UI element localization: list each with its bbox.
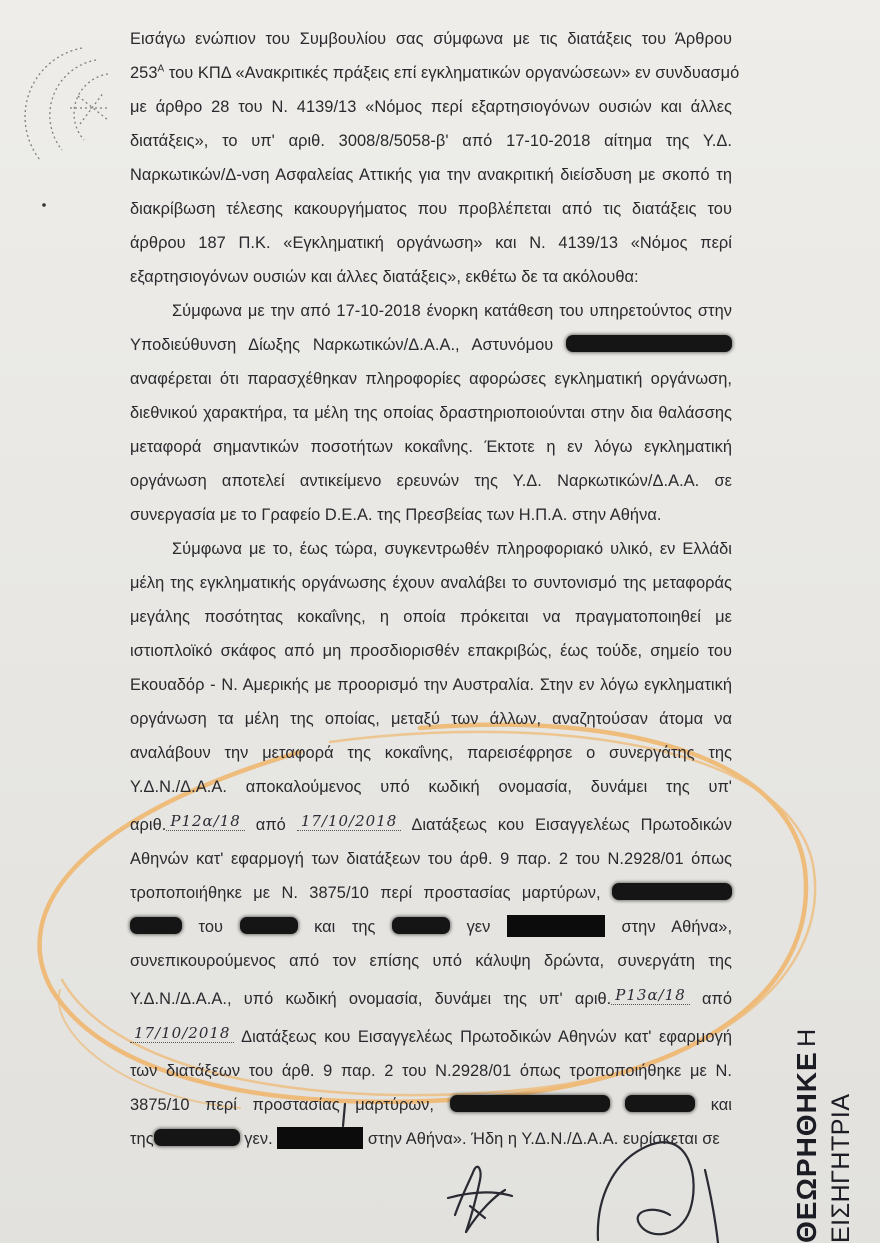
paragraph-investigation (130, 532, 732, 1156)
text-line: συνεργασία με το Γραφείο D.E.A. της Πρεσβείας των Η.Π.Α. στην Αθήνα. (130, 506, 662, 524)
text-line: Υ.Δ.Ν./Δ.Α.Α. αποκαλούμενος υπό κωδική ονομασία, δυνάμει της υπ' (130, 778, 732, 796)
text-line: άρθρου 187 Π.Κ. «Εγκληματική οργάνωση» και Ν. 4139/13 «Νόμος περί (130, 234, 732, 252)
redaction-mark (392, 917, 450, 934)
text-fragment: 3875/10 περί προστασίας μαρτύρων, (130, 1096, 435, 1114)
text-line: συνεπικουρούμενος από τον επίσης υπό κάλυψη δρώντα, συνεργάτη της (130, 952, 732, 970)
text-line: ιστιοπλοϊκό σκάφος από μη προσδιορισθέν επακριβώς, έως τούδε, σημείο του (130, 642, 732, 660)
text-line: με άρθρο 28 του Ν. 4139/13 «Νόμος περί εξαρτησιογόνων ουσιών και άλλες (130, 98, 732, 116)
text-fragment: από (701, 990, 732, 1008)
stamp-subtitle: Η ΕΙΣΗΓΗΤΡΙΑ (793, 1028, 855, 1243)
text-line (130, 328, 732, 362)
text-line: Σύμφωνα με το, έως τώρα, συγκεντρωθέν πληροφοριακό υλικό, εν Ελλάδι (172, 540, 732, 558)
text-line: οργάνωση τα μέλη της οποίας, μεταξύ των άλλων, αναζητούσαν άτομα να (130, 710, 732, 728)
text-line: μεταφορά σημαντικών ποσοτήτων κοκαΐνης. Έκτοτε η εν λόγω εγκληματική (130, 438, 732, 456)
text-fragment: γεν. (244, 1130, 273, 1148)
text-line: Εισάγω ενώπιον του Συμβουλίου σας σύμφωνα με τις διατάξεις του Άρθρου (130, 30, 732, 48)
text-line: Ναρκωτικών/Δ-νση Ασφαλείας Αττικής για την ανακριτική διείσδυση με σκοπό τη (130, 166, 732, 184)
text-fragment: του ΚΠΔ «Ανακριτικές πράξεις επί εγκληματικών οργανώσεων» εν συνδυασμό (164, 64, 740, 82)
redaction-mark (240, 917, 298, 934)
text-line (130, 1122, 732, 1156)
redaction-mark (154, 1129, 240, 1146)
text-line (130, 56, 740, 90)
handwritten-date: 17/10/2018 (297, 812, 401, 831)
text-fragment: τροποποιήθηκε με Ν. 3875/10 περί προστασίας μαρτύρων, (130, 884, 601, 902)
text-line (130, 804, 732, 842)
approval-stamp (790, 990, 858, 1243)
text-fragment: Υ.Δ.Ν./Δ.Α.Α., υπό κωδική ονομασία, δυνάμει της υπ' αριθ. (130, 990, 612, 1008)
text-line: διατάξεις», το υπ' αριθ. 3008/8/5058-β' από 17-10-2018 αίτημα της Υ.Δ. (130, 132, 732, 150)
text-line: των διατάξεων του άρθ. 9 παρ. 2 του Ν.2928/01 όπως τροποποιήθηκε με Ν. (130, 1062, 732, 1080)
text-line: Αθηνών κατ' εφαρμογή των διατάξεων του άρθ. 9 παρ. 2 του Ν.2928/01 όπως (130, 850, 732, 868)
text-line: Εκουαδόρ - Ν. Αμερικής με προορισμό την Αυστραλία. Στην εν λόγω εγκληματική (130, 676, 732, 694)
text-line: διακρίβωση τέλεσης κακουργήματος που προβλέπεται από τις διατάξεις του (130, 200, 732, 218)
text-fragment: Υποδιεύθυνση Δίωξης Ναρκωτικών/Δ.Α.Α., Αστυνόμου (130, 336, 554, 354)
paragraph-testimony (130, 294, 732, 532)
redaction-box (507, 915, 605, 937)
text-line: οργάνωση αποτελεί αντικείμενο ερευνών της Υ.Δ. Ναρκωτικών/Δ.Α.Α. σε (130, 472, 732, 490)
text-line: αναφέρεται ότι παρασχέθηκαν πληροφορίες αφορώσες εγκληματική οργάνωση, (130, 370, 732, 388)
text-fragment: του (198, 918, 224, 936)
text-line: εξαρτησιογόνων ουσιών και άλλες διατάξεις», εκθέτω δε τα ακόλουθα: (130, 268, 639, 286)
redaction-mark (566, 335, 732, 352)
text-fragment: από (255, 816, 286, 834)
text-line: διεθνικού χαρακτήρα, τα μέλη της οποίας δραστηριοποιούνται στην δια θαλάσσης (130, 404, 732, 422)
text-fragment: της (130, 1130, 154, 1148)
redaction-mark (130, 917, 182, 934)
handwritten-order-number: P13α/18 (611, 986, 689, 1005)
text-line: μεγάλης ποσότητας κοκαΐνης, η οποία πρόκειται να πραγματοποιηθεί με (130, 608, 732, 626)
text-fragment: και (710, 1096, 732, 1114)
text-line (130, 1088, 732, 1122)
text-line: αναλάβουν την μεταφορά της κοκαΐνης, παρεισέφρησε ο συνεργάτης της (130, 744, 732, 762)
document-body (130, 22, 740, 1156)
text-fragment: Διατάξεως κου Εισαγγελέως Πρωτοδικών Αθηνών κατ' εφαρμογή (241, 1028, 732, 1046)
text-line: Σύμφωνα με την από 17-10-2018 ένορκη κατάθεση του υπηρετούντος στην (172, 302, 732, 320)
handwritten-date: 17/10/2018 (130, 1024, 234, 1043)
redaction-box (277, 1127, 363, 1149)
text-fragment: αριθ. (130, 816, 167, 834)
article-superscript: Α (157, 63, 165, 75)
text-line (130, 910, 732, 944)
redaction-mark (625, 1095, 695, 1112)
text-fragment: Διατάξεως κου Εισαγγελέως Πρωτοδικών (411, 816, 732, 834)
text-line (130, 978, 732, 1016)
paragraph-intro (130, 22, 740, 294)
stamp-title: ΘΕΩΡΗΘΗΚΕ (791, 1051, 822, 1243)
text-line (130, 876, 732, 910)
text-fragment: στην Αθήνα», (621, 918, 733, 936)
handwritten-order-number: P12α/18 (166, 812, 244, 831)
text-fragment: στην Αθήνα». Ήδη η Υ.Δ.Ν./Δ.Α.Α. ευρίσκεται σε (367, 1130, 720, 1148)
text-line (130, 1016, 732, 1054)
redaction-mark (450, 1095, 610, 1112)
article-number: 253 (130, 64, 158, 82)
redaction-mark (612, 883, 732, 900)
text-line: μέλη της εγκληματικής οργάνωσης έχουν αναλάβει το συντονισμό της μεταφοράς (130, 574, 732, 592)
text-fragment: γεν (466, 918, 491, 936)
text-fragment: και της (314, 918, 376, 936)
